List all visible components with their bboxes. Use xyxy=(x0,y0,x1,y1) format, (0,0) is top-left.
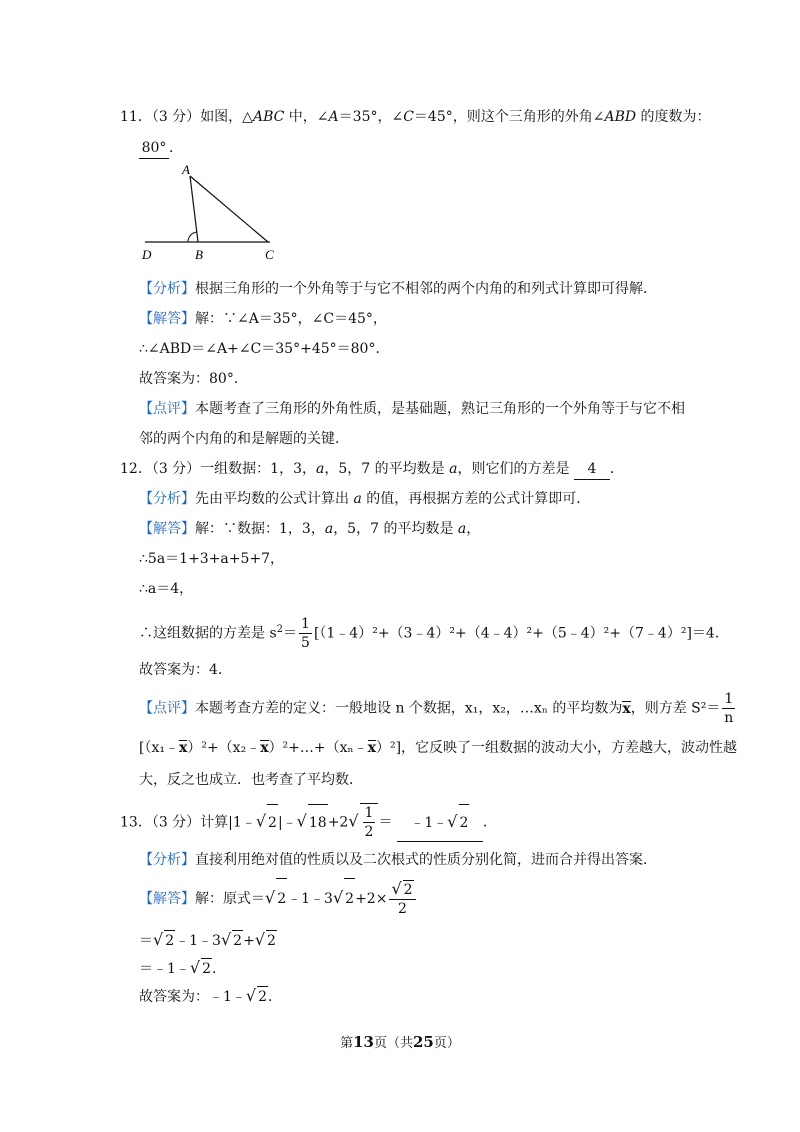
q13-stem: 13．（3 分）计算|1﹣√ 2|﹣√ 18+2√ $\frac{1}{2}$ ＝ ﹣1﹣√ 2 ． xyxy=(120,805,497,840)
q13-solution-3: ＝﹣1﹣√ 2． xyxy=(139,958,227,977)
q13-solution-1: 【解答】解：原式＝√ 2﹣1﹣3√ 2+2× $\frac{√ 2}{2}$ xyxy=(139,878,418,919)
q11-comment-1: 【点评】本题考查了三角形的外角性质，是基础题，熟记三角形的一个外角等于与它不相 xyxy=(139,401,685,417)
q13-final: 故答案为：﹣1﹣√ 2． xyxy=(139,986,283,1005)
q12-solution-4: ∴这组数据的方差是 $s^2=$ $\frac{1}{5}$ [（1﹣4）²+（3﹣4）²+（4﹣4）²+（5﹣4）²+（7﹣4）²]＝4． xyxy=(139,616,729,652)
label-d: D xyxy=(142,247,152,262)
q12-solution-3: ∴a＝4， xyxy=(139,581,194,597)
label-b: B xyxy=(195,247,203,262)
page-footer: 第13页（共25页） xyxy=(340,1033,460,1051)
q12-solution-2: ∴5a＝1+3+a+5+7， xyxy=(139,551,285,567)
label-c: C xyxy=(265,247,274,262)
q11-solution-2: ∴∠ABD＝∠A+∠C＝35°+45°＝80°． xyxy=(139,341,390,357)
q12-analysis: 【分析】先由平均数的公式计算出 a 的值，再根据方差的公式计算即可． xyxy=(139,491,591,507)
q12-comment-1: 【点评】本题考查方差的定义：一般地设 n 个数据，x₁，x₂，…xₙ 的平均数为x，则方差 S²＝ $\frac{1}{n}$ xyxy=(139,691,734,726)
q12-solution-1: 【解答】解：∵数据：1，3，a，5，7 的平均数是 a， xyxy=(139,521,481,537)
q12-comment-3: 大，反之也成立．也考查了平均数． xyxy=(139,772,363,788)
q13-solution-2: ＝√ 2﹣1﹣3√ 2+√ 2 xyxy=(139,930,276,949)
q13-analysis: 【分析】直接利用绝对值的性质以及二次根式的性质分别化简，进而合并得出答案． xyxy=(139,852,657,868)
q11-solution-1: 【解答】解：∵∠A＝35°，∠C＝45°， xyxy=(139,311,387,327)
q12-comment-2: [（x₁﹣x）²+（x₂﹣x）²+…+（xₙ﹣x）²]，它反映了一组数据的波动大小，方差越大，波动性越 xyxy=(139,740,738,756)
q12-final: 故答案为：4． xyxy=(139,662,232,678)
q11-final: 故答案为：80°． xyxy=(139,371,248,387)
label-a: A xyxy=(182,162,190,177)
q12-stem: 12．（3 分）一组数据：1，3，a，5，7 的平均数是 a，则它们的方差是 4 ． xyxy=(120,459,624,480)
q11-answer: 80° ． xyxy=(139,138,183,159)
q11-stem: 11．（3 分）如图，△ABC 中，∠A＝35°，∠C＝45°，则这个三角形的外角∠ABD 的度数为： xyxy=(120,109,711,125)
q11-comment-2: 邻的两个内角的和是解题的关键． xyxy=(139,431,349,447)
q11-analysis: 【分析】根据三角形的一个外角等于与它不相邻的两个内角的和列式计算即可得解． xyxy=(139,281,657,297)
triangle-figure xyxy=(140,160,290,265)
